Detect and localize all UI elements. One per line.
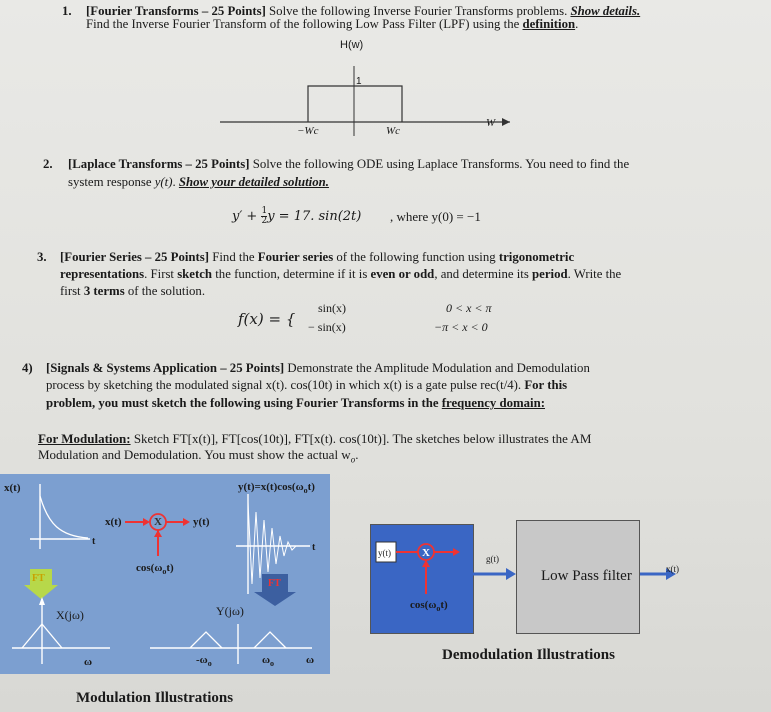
piecewise-cond2: −π < x < 0	[434, 320, 488, 334]
mod-xjw-label: X(jω)	[56, 608, 84, 622]
demod-figure	[370, 524, 700, 634]
mod-pos-w0: $\omega_o$	[262, 654, 275, 669]
modulation-line2: Modulation and Demodulation. You must show the actual $w_o$.	[38, 447, 359, 465]
q4-number: 4)	[22, 361, 33, 375]
mod-ft-left: FT	[32, 573, 45, 584]
lpf-one: 1	[356, 76, 362, 87]
q4-line2: process by sketching the modulated signal x(t). cos(10t) in which x(t) is a gate pulse rec(t/4). For this	[46, 378, 568, 392]
lpf-rect	[308, 86, 402, 122]
mod-omega-right: ω	[306, 654, 315, 666]
demod-yt-label: y(t)	[378, 548, 391, 558]
mod-omega-left: ω	[84, 656, 93, 668]
piecewise-case2: − sin(x)	[308, 320, 346, 334]
lpf-figure	[220, 36, 520, 146]
q3-number: 3.	[37, 250, 47, 264]
q1-line1: [Fourier Transforms – 25 Points] Solve the following Inverse Fourier Transforms problems. Show details.	[86, 4, 641, 18]
yjw-left-shape	[190, 632, 222, 648]
yjw-right-shape	[254, 632, 286, 648]
piecewise-case1: sin(x)	[318, 301, 346, 315]
mod-y-output: y(t)	[193, 516, 210, 528]
q1-line2: Find the Inverse Fourier Transform of the following Low Pass Filter (LPF) using the definition.	[86, 17, 579, 31]
lpf-pos-wc: Wc	[386, 125, 401, 137]
lpf-label: Low Pass filter	[541, 568, 632, 584]
mod-mult-symbol: X	[154, 516, 162, 528]
mod-yt-label: $y(t)=x(t)\cos(\omega_ot)$	[238, 481, 315, 496]
modulation-line1: For Modulation: Sketch FT[x(t)], FT[cos(10t)], FT[x(t). cos(10t)]. The sketches below illustrates the AM	[38, 431, 592, 446]
q2-number: 2.	[43, 157, 53, 171]
mult-in-arrow	[143, 518, 150, 526]
mod-yjw-label: Y(jω)	[216, 604, 244, 618]
demod-gt-label: g(t)	[486, 554, 499, 564]
cos-arrow	[154, 530, 162, 537]
demod-cos-label: $\cos(\omega_ot)$	[410, 599, 448, 614]
ft-arrow-right-head	[254, 592, 296, 606]
mod-neg-w0: $-\omega_o$	[196, 654, 212, 669]
q3-line1: [Fourier Series – 25 Points] Find the Fourier series of the following function using trigonometric	[60, 250, 575, 264]
mod-t-label-1: t	[92, 536, 96, 547]
mod-xt-label: x(t)	[4, 482, 21, 494]
xt-curve	[40, 496, 88, 538]
q3-line3: first 3 terms of the solution.	[60, 284, 206, 298]
q2-line1: [Laplace Transforms – 25 Points] Solve the following ODE using Laplace Transforms. You need to find the	[68, 157, 630, 171]
q2-line2: system response y(t). Show your detailed solution.	[68, 175, 329, 189]
w-axis-arrow	[502, 118, 510, 126]
demod-out-arrow	[453, 548, 460, 556]
q1-number: 1.	[62, 4, 72, 18]
lpf-w-label: W	[486, 117, 496, 129]
ode-condition: , where y(0) = −1	[390, 209, 481, 224]
demod-cos-arrow	[422, 560, 430, 567]
demod-to-lpf-arrow	[506, 568, 516, 580]
q3-line2: representations. First sketch the function, determine if it is even or odd, and determine its period. Write the	[60, 267, 622, 281]
piecewise-lhs: f(x) = {	[238, 310, 296, 328]
demodulation-caption: Demodulation Illustrations	[442, 647, 615, 663]
demod-mult-symbol: X	[422, 547, 430, 559]
lpf-neg-wc: −Wc	[297, 125, 319, 137]
q4-line3: problem, you must sketch the following using Fourier Transforms in the frequency domain:	[46, 396, 545, 410]
demod-xt-label: x(t)	[666, 564, 679, 574]
ft-arrow-left-head	[24, 585, 58, 599]
ode-equation: y′ + $\frac{1}{2}$ y = 17. sin(2t)	[232, 206, 362, 226]
q4-line1: [Signals & Systems Application – 25 Points] Demonstrate the Amplitude Modulation and Demodulation	[46, 361, 590, 375]
modulation-caption: Modulation Illustrations	[76, 690, 234, 706]
mod-cos-label: $\cos(\omega_ot)$	[136, 562, 174, 577]
xjw-arrow	[39, 597, 45, 605]
mult-out-arrow	[183, 518, 190, 526]
lpf-title: H(w)	[340, 39, 364, 51]
mod-ft-right: FT	[268, 578, 281, 589]
piecewise-cond1: 0 < x < π	[446, 301, 492, 315]
mod-t-label-2: t	[312, 542, 316, 553]
mod-x-input: x(t)	[105, 516, 122, 528]
yt-curve	[248, 502, 296, 584]
